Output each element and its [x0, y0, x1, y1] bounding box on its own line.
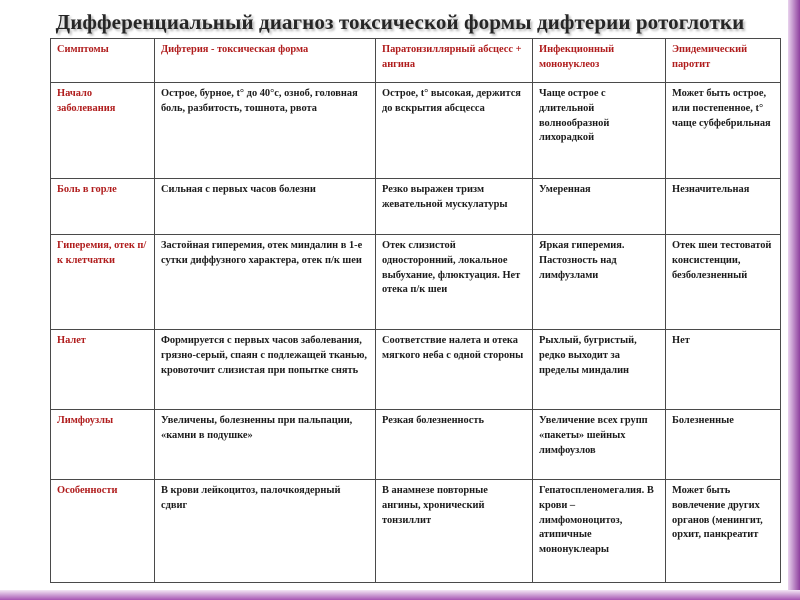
- table-cell: Рыхлый, бугристый, редко выходит за пределы миндалин: [533, 330, 666, 410]
- column-header-symptoms: Симптомы: [51, 39, 155, 83]
- table-cell: Незначительная: [666, 179, 781, 235]
- decorative-bottom-band: [0, 590, 800, 600]
- slide-title: Дифференциальный диагноз токсической формы дифтерии ротоглотки: [55, 10, 745, 34]
- table-cell: Яркая гиперемия. Пастозность над лимфузлами: [533, 235, 666, 330]
- row-symptom-label: Налет: [51, 330, 155, 410]
- table-cell: В анамнезе повторные ангины, хронический тонзиллит: [376, 480, 533, 583]
- table-cell: Сильная с первых часов болезни: [155, 179, 376, 235]
- row-symptom-label: Особенности: [51, 480, 155, 583]
- table-cell: Гепатоспленомегалия. В крови – лимфомоноцитоз, атипичные мононуклеары: [533, 480, 666, 583]
- table-cell: В крови лейкоцитоз, палочкоядерный сдвиг: [155, 480, 376, 583]
- column-header-diphtheria: Дифтерия - токсическая форма: [155, 39, 376, 83]
- table-header-row: [51, 39, 781, 83]
- table-cell: Увеличение всех групп «пакеты» шейных лимфоузлов: [533, 410, 666, 480]
- table-row: [51, 83, 781, 179]
- table-cell: Отек слизистой односторонний, локальное выбухание, флюктуация. Нет отека п/к шеи: [376, 235, 533, 330]
- table-cell: Формируется с первых часов заболевания, грязно-серый, спаян с подлежащей тканью, кровоточит слизистая при попытке снять: [155, 330, 376, 410]
- table-cell: Нет: [666, 330, 781, 410]
- column-header-abscess: Паратонзиллярный абсцесс + ангина: [376, 39, 533, 83]
- table-cell: Резкая болезненность: [376, 410, 533, 480]
- column-header-mononucleosis: Инфекционный мононуклеоз: [533, 39, 666, 83]
- table-cell: Увеличены, болезненны при пальпации, «камни в подушке»: [155, 410, 376, 480]
- table-cell: Отек шеи тестоватой консистенции, безболезненный: [666, 235, 781, 330]
- row-symptom-label: Боль в горле: [51, 179, 155, 235]
- row-symptom-label: Лимфоузлы: [51, 410, 155, 480]
- table-cell: Острое, t° высокая, держится до вскрытия абсцесса: [376, 83, 533, 179]
- table-row: [51, 410, 781, 480]
- table-cell: Резко выражен тризм жевательной мускулатуры: [376, 179, 533, 235]
- row-symptom-label: Гиперемия, отек п/к клетчатки: [51, 235, 155, 330]
- table-cell: Может быть вовлечение других органов (менингит, орхит, панкреатит: [666, 480, 781, 583]
- decorative-right-band: [788, 0, 800, 600]
- table-cell: Соответствие налета и отека мягкого неба с одной стороны: [376, 330, 533, 410]
- row-symptom-label: Начало заболевания: [51, 83, 155, 179]
- table-row: [51, 179, 781, 235]
- table-cell: Чаще острое с длительной волнообразной лихорадкой: [533, 83, 666, 179]
- table-cell: Острое, бурное, t° до 40°с, озноб, головная боль, разбитость, тошнота, рвота: [155, 83, 376, 179]
- table-cell: Застойная гиперемия, отек миндалин в 1-е сутки диффузного характера, отек п/к шеи: [155, 235, 376, 330]
- table-cell: Может быть острое, или постепенное, t° чаще субфебрильная: [666, 83, 781, 179]
- table-row: [51, 480, 781, 583]
- table-row: [51, 235, 781, 330]
- table-cell: Болезненные: [666, 410, 781, 480]
- table-row: [51, 330, 781, 410]
- differential-diagnosis-table: [50, 38, 781, 583]
- column-header-mumps: Эпидемический паротит: [666, 39, 781, 83]
- table-cell: Умеренная: [533, 179, 666, 235]
